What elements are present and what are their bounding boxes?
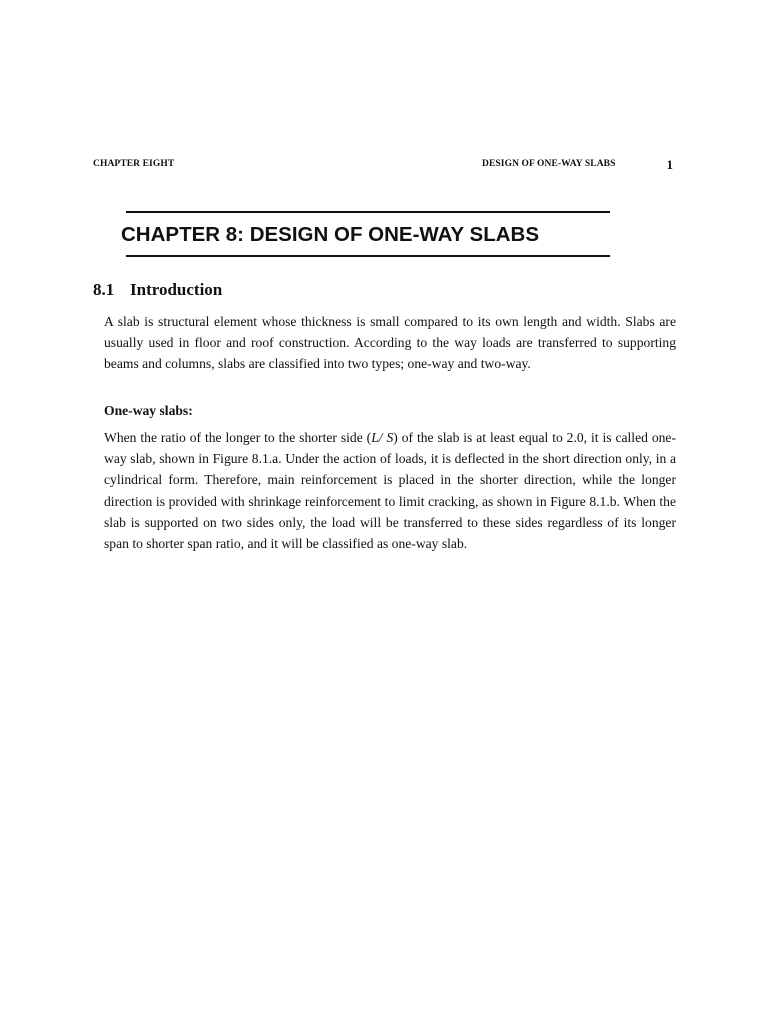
span-ratio-symbol: L/ S bbox=[371, 430, 394, 445]
header-chapter-label: CHAPTER EIGHT bbox=[93, 159, 175, 169]
running-header bbox=[93, 157, 676, 173]
section-heading bbox=[93, 280, 222, 300]
title-rule-bottom bbox=[126, 255, 610, 257]
one-way-text-start: When the ratio of the longer to the shorter side ( bbox=[104, 430, 372, 445]
header-chapter-topic: DESIGN OF ONE-WAY SLABS bbox=[482, 159, 616, 169]
one-way-text-end: ) of the slab is at least equal to 2.0, it is called one-way slab, shown in Figure 8.1.a. Under the action of loads, it is deflected in the short direction only, in a cylindrical form. Therefore, main reinforcement is placed in the shorter direction, while the longer direction is provided with shrinkage reinforcement to limit cracking, as shown in Figure 8.1.b. When the slab is supported on two sides only, the load will be transferred to these sides regardless of its longer span to shorter span ratio, and it will be classified as one-way slab. bbox=[104, 430, 676, 552]
one-way-slabs-paragraph bbox=[104, 427, 676, 554]
chapter-title: CHAPTER 8: DESIGN OF ONE-WAY SLABS bbox=[121, 223, 540, 246]
title-rule-top bbox=[126, 211, 610, 213]
intro-paragraph: A slab is structural element whose thickness is small compared to its own length and width. Slabs are usually used in floor and roof construction. According to the way loads are transferred to supporting beams and columns, slabs are classified into two types; one-way and two-way. bbox=[104, 314, 676, 372]
section-number: 8.1 bbox=[93, 280, 115, 299]
page-number: 1 bbox=[666, 157, 673, 172]
section-title: Introduction bbox=[130, 280, 223, 299]
one-way-slabs-heading: One-way slabs: bbox=[104, 403, 193, 418]
